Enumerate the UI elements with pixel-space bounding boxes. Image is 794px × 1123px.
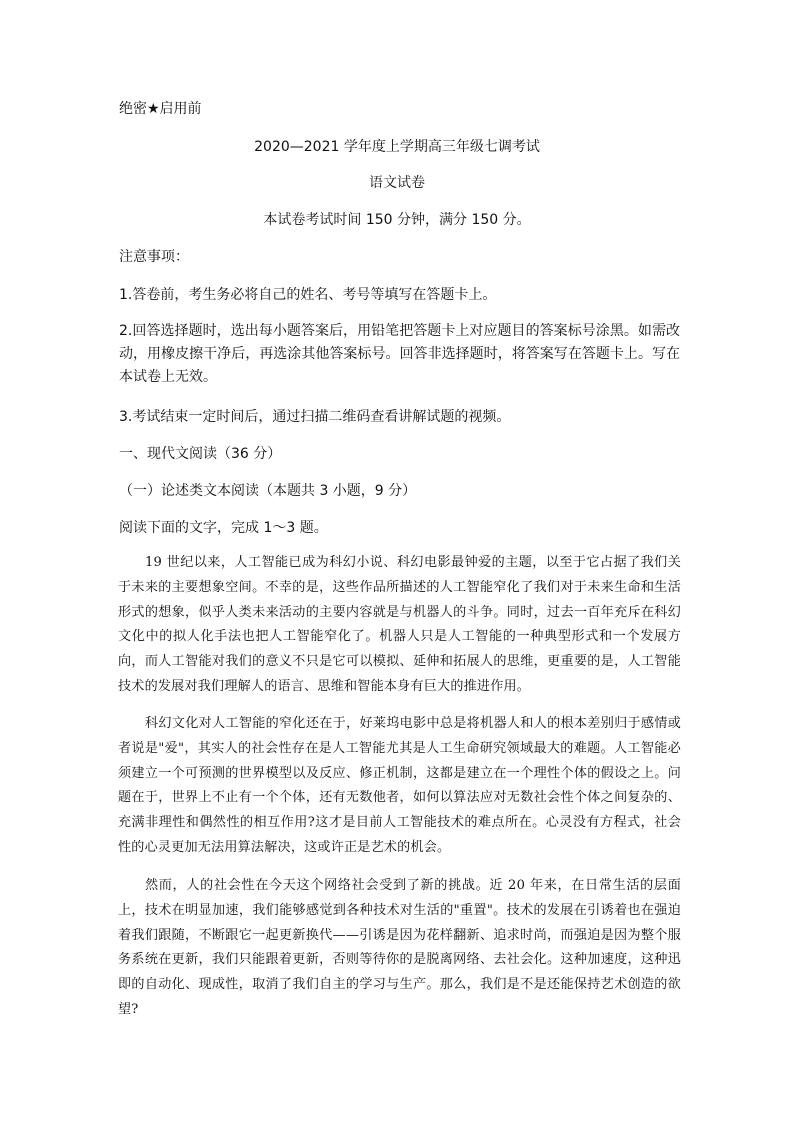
reading-instruction: 阅读下面的文字，完成 1～3 题。	[119, 520, 328, 536]
notice-item-3: 3.考试结束一定时间后，通过扫描二维码查看讲解试题的视频。	[119, 409, 511, 425]
secret-label: 绝密★启用前	[119, 101, 202, 117]
passage-paragraph-1: 19 世纪以来，人工智能已成为科幻小说、科幻电影最钟爱的主题，以至于它占据了我们关于未来的主要想象空间。不幸的是，这些作品所描述的人工智能窄化了我们对于未来生命和生活形式的想象，似乎人类未来活动的主要内容就是与机器人的斗争。同时，过去一百年充斥在科幻文化中的拟人化手法也把人工智能窄化了。机器人只是人工智能的一种典型形式和一个发展方向，而人工智能对我们的意义不只是它可以模拟、延伸和拓展人的思维，更重要的是，人工智能技术的发展对我们理解人的语言、思维和智能本身有巨大的推进作用。	[118, 555, 681, 694]
passage-paragraph-2: 科幻文化对人工智能的窄化还在于，好莱坞电影中总是将机器人和人的根本差别归于感情或者说是"爱"，其实人的社会性存在是人工智能尤其是人工生命研究领域最大的难题。人工智能必须建立一个可预测的世界模型以及反应、修正机制，这都是建立在一个理性个体的假设之上。问题在于，世界上不止有一个个体，还有无数他者，如何以算法应对无数社会性个体之间复杂的、充满非理性和偶然性的相互作用?这才是目前人工智能技术的难点所在。心灵没有方程式，社会性的心灵更加无法用算法解决，这或许正是艺术的机会。	[118, 716, 681, 855]
exam-time-info: 本试卷考试时间 150 分钟，满分 150 分。	[263, 212, 531, 228]
notice-title: 注意事项：	[119, 249, 189, 265]
subject-title: 语文试卷	[369, 175, 425, 191]
section-title: 一、现代文阅读（36 分）	[119, 446, 282, 462]
notice-item-2: 2.回答选择题时，选出每小题答案后，用铅笔把答题卡上对应题目的答案标号涂黑。如需改动，用橡皮擦干净后，再选涂其他答案标号。回答非选择题时，将答案写在答题卡上。写在本试卷上无效。	[119, 323, 680, 385]
subsection-title: （一）论述类文本阅读（本题共 3 小题，9 分）	[119, 483, 417, 499]
exam-title: 2020—2021 学年度上学期高三年级七调考试	[254, 139, 540, 155]
notice-item-1: 1.答卷前，考生务必将自己的姓名、考号等填写在答题卡上。	[119, 287, 497, 303]
passage-paragraph-3: 然而，人的社会性在今天这个网络社会受到了新的挑战。近 20 年来，在日常生活的层面上，技术在明显加速，我们能够感觉到各种技术对生活的"重置"。技术的发展在引诱着也在强迫着我们跟随，不断跟它一起更新换代——引诱是因为花样翻新、追求时尚，而强迫是因为整个服务系统在更新，我们只能跟着更新，否则等待你的是脱离网络、去社会化。这种加速度，这种迅即的自动化、现成性，取消了我们自主的学习与生产。那么，我们是不是还能保持艺术创造的欲望?	[118, 878, 681, 1017]
